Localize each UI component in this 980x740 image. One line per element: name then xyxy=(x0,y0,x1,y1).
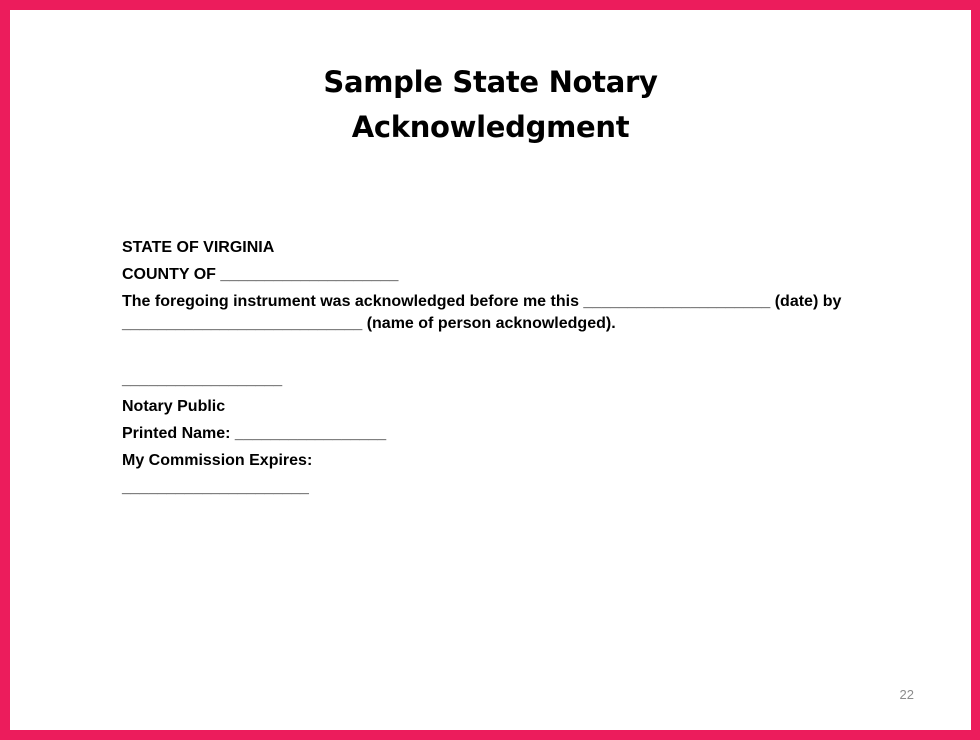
page-number: 22 xyxy=(899,687,914,702)
acknowledgment-paragraph xyxy=(122,291,882,335)
commission-date-line: _____________________ xyxy=(122,479,309,496)
commission-expires-label: My Commission Expires: xyxy=(122,452,313,469)
slide xyxy=(10,10,971,730)
acknowledgment-line-1: The foregoing instrument was acknowledged before me this _____________________ (date) by xyxy=(122,293,842,310)
page-title xyxy=(10,60,971,150)
signature-line: __________________ xyxy=(122,371,283,388)
notary-form xyxy=(122,237,882,499)
state-line: STATE OF VIRGINIA xyxy=(122,239,275,256)
notary-public-label: Notary Public xyxy=(122,398,226,415)
spacer xyxy=(122,335,882,369)
county-line: COUNTY OF ____________________ xyxy=(122,266,399,283)
printed-name-line: Printed Name: _________________ xyxy=(122,425,387,442)
title-line-2: Acknowledgment xyxy=(351,110,630,144)
title-line-1: Sample State Notary xyxy=(323,65,658,99)
acknowledgment-line-2: ___________________________ (name of person acknowledged). xyxy=(122,315,616,332)
